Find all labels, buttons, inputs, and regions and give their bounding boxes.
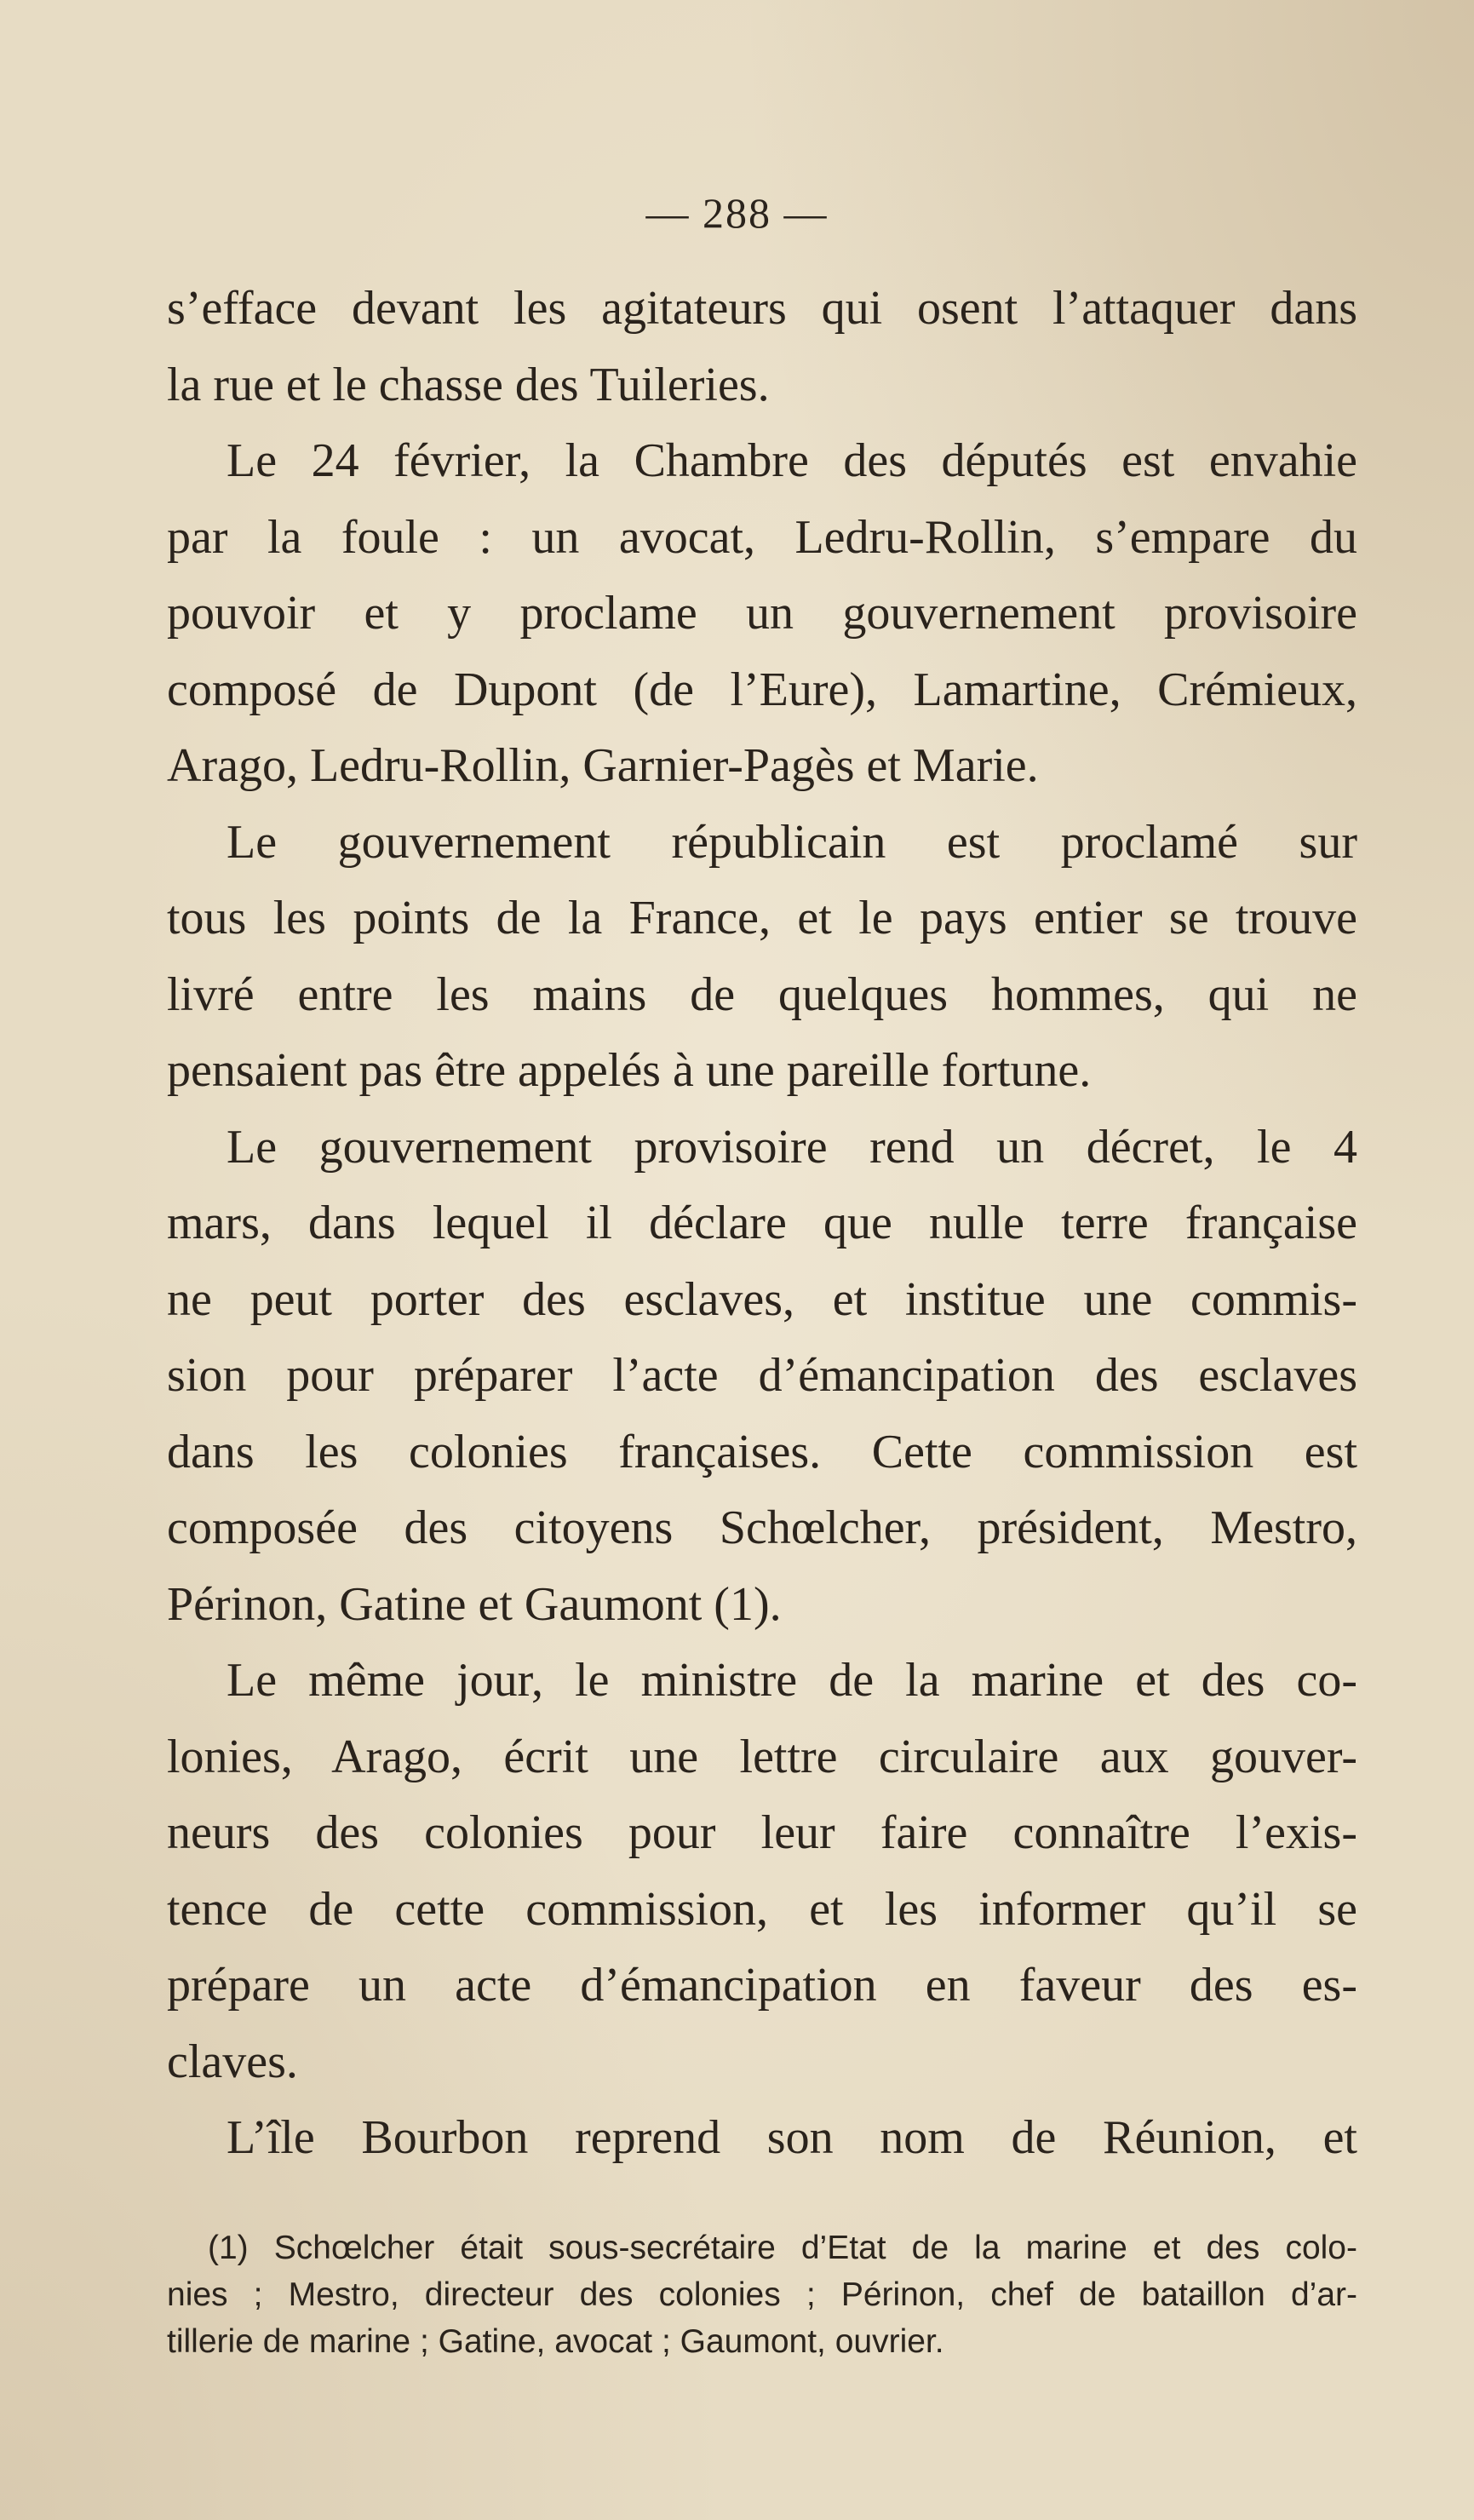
text-line: Arago, Ledru-Rollin, Garnier-Pagès et Marie. — [167, 739, 1039, 792]
text-line: la rue et le chasse des Tuileries. — [167, 358, 770, 411]
text-line: tence de cette commission, et les informer qu’il se — [167, 1882, 1357, 1936]
text-line: Périnon, Gatine et Gaumont (1). — [167, 1577, 782, 1631]
text-line: Le gouvernement provisoire rend un décret, le 4 — [227, 1120, 1357, 1174]
text-line: Le gouvernement républicain est proclamé sur — [227, 815, 1357, 869]
page-number: — 288 — — [645, 189, 829, 237]
text-line: neurs des colonies pour leur faire connaître l’exis- — [167, 1806, 1357, 1859]
text-line: prépare un acte d’émancipation en faveur des es- — [167, 1959, 1357, 2012]
text-line: ne peut porter des esclaves, et institue une commis- — [167, 1272, 1357, 1326]
text-line: claves. — [167, 2035, 298, 2088]
text-line: par la foule : un avocat, Ledru-Rollin, s’empare du — [167, 510, 1357, 564]
text-line: pouvoir et y proclame un gouvernement provisoire — [167, 587, 1357, 640]
text-line: livré entre les mains de quelques hommes, qui ne — [167, 967, 1357, 1021]
text-line: Le même jour, le ministre de la marine et des co- — [227, 1654, 1357, 1707]
text-line: pensaient pas être appelés à une pareille fortune. — [167, 1044, 1092, 1097]
text-line: L’île Bourbon reprend son nom de Réunion, et — [227, 2111, 1357, 2164]
text-line: Le 24 février, la Chambre des députés est envahie — [227, 434, 1357, 487]
text-line: s’efface devant les agitateurs qui osent l’attaquer dans — [167, 282, 1357, 335]
footnote-line: tillerie de marine ; Gatine, avocat ; Gaumont, ouvrier. — [167, 2323, 944, 2360]
text-line: tous les points de la France, et le pays entier se trouve — [167, 892, 1357, 944]
text-line: lonies, Arago, écrit une lettre circulaire aux gouver- — [167, 1730, 1357, 1783]
footnote — [167, 2224, 1357, 2365]
text-line: composé de Dupont (de l’Eure), Lamartine, Crémieux, — [167, 663, 1357, 716]
text-line: composée des citoyens Schœlcher, président, Mestro, — [167, 1501, 1357, 1554]
text-line: mars, dans lequel il déclare que nulle terre française — [167, 1197, 1357, 1249]
body-text — [167, 271, 1357, 2177]
footnote-line: nies ; Mestro, directeur des colonies ; Périnon, chef de bataillon d’ar- — [167, 2276, 1357, 2313]
footnote-line: (1) Schœlcher était sous-secrétaire d’Etat de la marine et des colo- — [208, 2230, 1357, 2266]
text-line: dans les colonies françaises. Cette commission est — [167, 1425, 1357, 1478]
text-line: sion pour préparer l’acte d’émancipation des esclaves — [167, 1349, 1357, 1402]
